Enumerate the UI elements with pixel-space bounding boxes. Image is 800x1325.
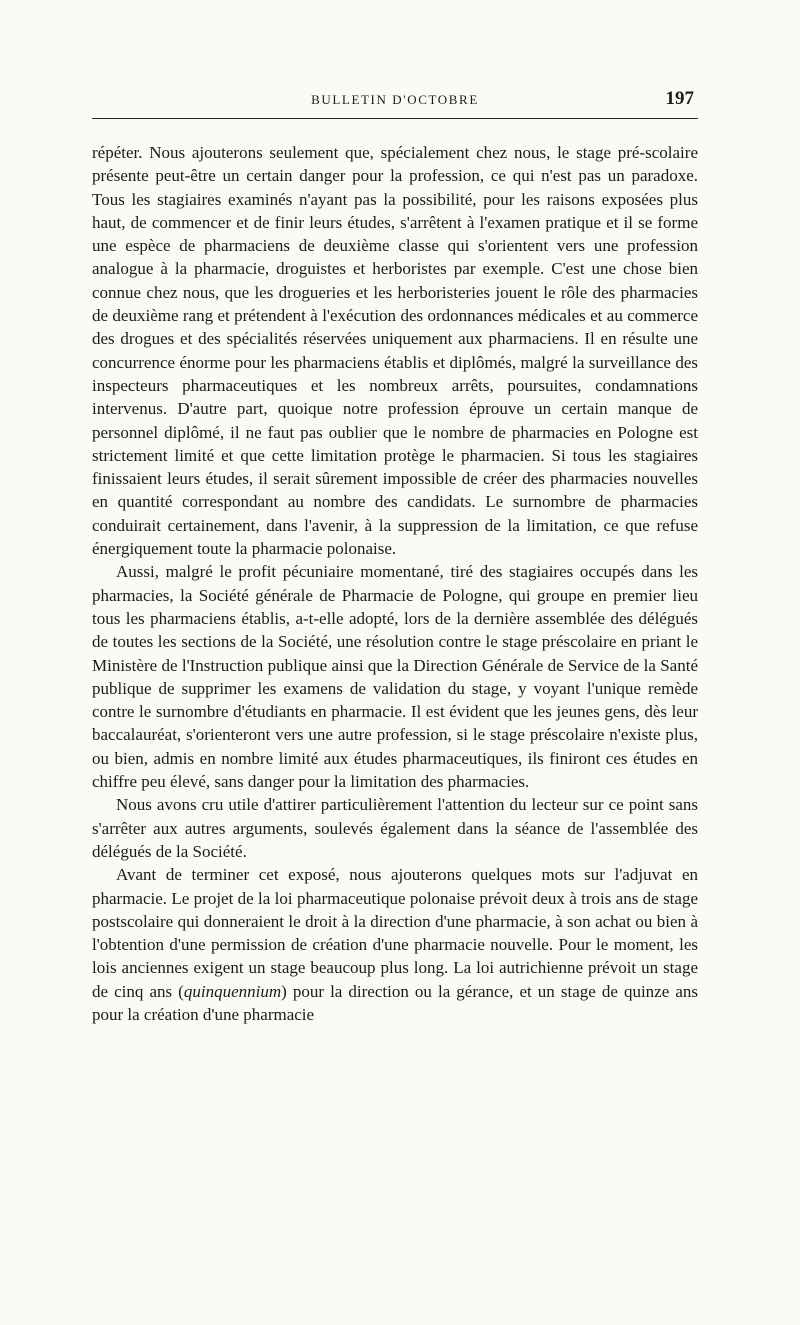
page — [92, 88, 698, 1026]
paragraph-3: Nous avons cru utile d'attirer particulièrement l'attention du lecteur sur ce point sans s'arrêter aux autres arguments, soulevés également dans la séance de l'assemblée des délégués de la Société. — [92, 795, 698, 861]
paragraph-1: répéter. Nous ajouterons seulement que, spécialement chez nous, le stage pré-scolaire présente peut-être un certain danger pour la profession, ce qui n'est pas un paradoxe. Tous les stagiaires examinés n'ayant pas la possibilité, pour les raisons exposées plus haut, de commencer et de finir leurs études, s'arrêtent à l'examen pratique et il se forme une espèce de pharmaciens de deuxième classe qui s'orientent vers une profession analogue à la pharmacie, droguistes et herboristes par exemple. C'est une chose bien connue chez nous, que les drogueries et les herboristeries jouent le rôle des pharmacies de deuxième rang et prétendent à l'exécution des ordonnances médicales et au commerce des drogues et des spécialités réservées uniquement aux pharmaciens. Il en résulte une concurrence énorme pour les pharmaciens établis et diplômés, malgré la surveillance des inspecteurs pharmaceutiques et les nombreux arrêts, poursuites, condamnations intervenus. D'autre part, quoique notre profession éprouve un certain manque de personnel diplômé, il ne faut pas oublier que le nombre de pharmacies en Pologne est strictement limité et que cette limitation protège le pharmacien. Si tous les stagiaires finissaient leurs études, il serait sûrement impossible de créer des pharmacies nouvelles en quantité correspondant au nombre des candidats. Le surnombre de pharmacies conduirait certainement, dans l'avenir, à la suppression de la limitation, ce que refuse énergiquement toute la pharmacie polonaise. — [92, 143, 698, 559]
running-title: BULLETIN D'OCTOBRE — [311, 92, 479, 107]
paragraph-4-text-after: ) pour la direction ou la gérance, et un stage de quinze ans pour la création d'une pharmacie — [92, 981, 699, 1024]
italic-term-quinquennium: quinquennium — [183, 981, 282, 1001]
page-header — [92, 88, 698, 119]
body-text — [92, 141, 698, 1026]
page-number: 197 — [665, 88, 694, 109]
paragraph-4 — [92, 863, 698, 1026]
paragraph-4-text-before: Avant de terminer cet exposé, nous ajouterons quelques mots sur l'adjuvat en pharmacie. Le projet de la loi pharmaceutique polonaise prévoit deux à trois ans de stage postscolaire qui donneraient le droit à la direction d'une pharmacie, à son achat ou bien à l'obtention d'une permission de création d'une pharmacie nouvelle. Pour le moment, les lois anciennes exigent un stage beaucoup plus long. La loi autrichienne prévoit un stage de cinq ans ( — [92, 865, 698, 1001]
paragraph-2: Aussi, malgré le profit pécuniaire momentané, tiré des stagiaires occupés dans les pharmacies, la Société générale de Pharmacie de Pologne, qui groupe en premier lieu tous les pharmaciens établis, a-t-elle adopté, lors de la dernière assemblée des délégués de toutes les sections de la Société, une résolution contre le stage préscolaire en priant le Ministère de l'Instruction publique ainsi que la Direction Générale de Service de la Santé publique de supprimer les examens de validation du stage, y voyant l'unique remède contre le surnombre d'étudiants en pharmacie. Il est évident que les jeunes gens, dès leur baccalauréat, s'orienteront vers une autre profession, si le stage préscolaire n'existe plus, ou bien, admis en nombre limité aux études pharmaceutiques, ils finiront ces études en chiffre peu élevé, sans danger pour la limitation des pharmacies. — [92, 562, 698, 792]
